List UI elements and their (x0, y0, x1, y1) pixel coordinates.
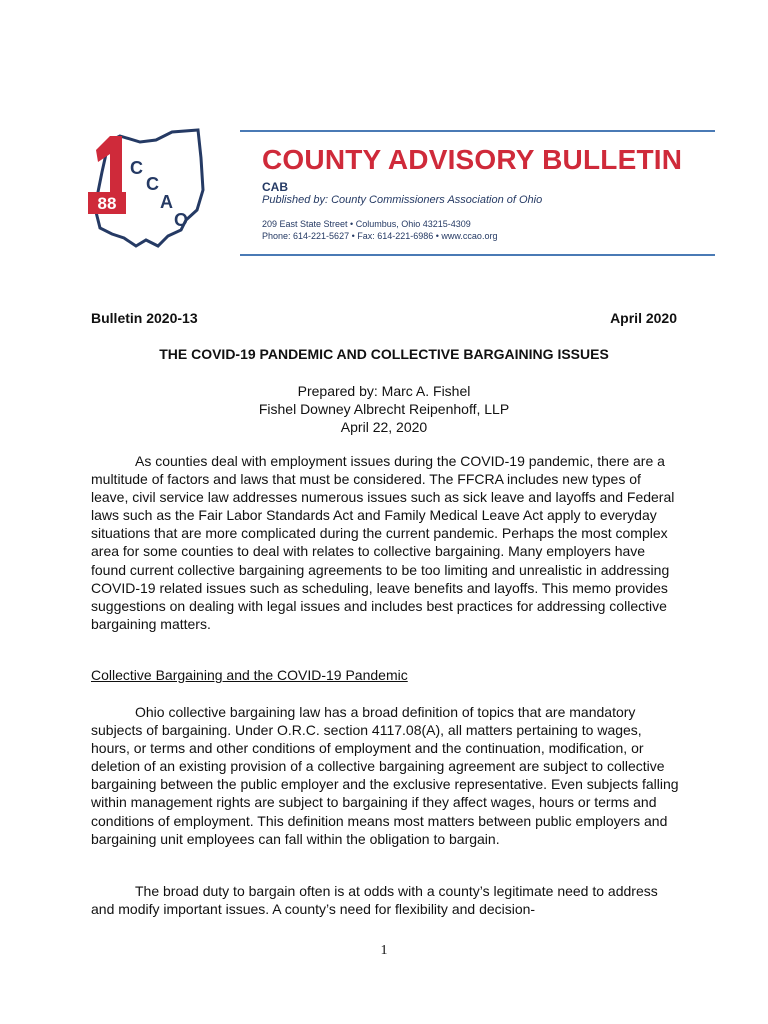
document-headline: THE COVID-19 PANDEMIC AND COLLECTIVE BARGAINING ISSUES (159, 346, 609, 362)
page-number: 1 (380, 943, 388, 958)
logo-letter-c1: C (130, 158, 143, 178)
address-line: 209 East State Street • Columbus, Ohio 43215-4309 (262, 219, 471, 229)
prepared-date: April 22, 2020 (340, 419, 428, 435)
logo-letter-c2: C (146, 174, 159, 194)
bulletin-title: COUNTY ADVISORY BULLETIN (262, 144, 683, 175)
logo-letter-o: O (174, 210, 189, 230)
logo-year: 88 (97, 194, 117, 213)
law-firm: Fishel Downey Albrecht Reipenhoff, LLP (258, 401, 510, 417)
bulletin-date: April 2020 (610, 310, 677, 326)
body-paragraph-1: As counties deal with employment issues during the COVID-19 pandemic, there are a multitude of factors and laws that must be considered. The FFCRA includes new types of leave, civil service law addresses numerous issues such as sick leave and layoffs and Federal laws such as the Fair Labor Standards Act and Family Medical Leave Act apply to everyday situations that are more complicated during the current pandemic. Perhaps the most complex area for some counties to deal with relates to collective bargaining. Many employers have found current collective bargaining agreements to be too limiting and unrealistic in addressing COVID-19 related issues such as scheduling, leave benefits and layoffs. This memo provides suggestions on dealing with legal issues and includes best practices for addressing collective bargaining matters. (91, 453, 675, 632)
body-paragraph-2: Ohio collective bargaining law has a broad definition of topics that are mandatory subjects of bargaining. Under O.R.C. section 4117.08(A), all matters pertaining to wages, hours, or terms and other conditions of employment and the continuation, modification, or deletion of an existing provision of a collective bargaining agreement are subject to collective bargaining between the public employer and the exclusive representative. Even subjects falling within management rights are subject to bargaining if they affect wages, hours or terms and conditions of employment. This definition means most matters between public employers and bargaining unit employees can fall within the obligation to bargain. (91, 704, 679, 847)
contact-line: Phone: 614-221-5627 • Fax: 614-221-6986 • www.ccao.org (262, 231, 498, 241)
publisher-line: Published by: County Commissioners Association of Ohio (262, 194, 543, 206)
logo-letter-a: A (160, 192, 173, 212)
bulletin-number: Bulletin 2020-13 (91, 310, 198, 326)
section-heading: Collective Bargaining and the COVID-19 Pandemic (91, 667, 408, 683)
bulletin-abbreviation: CAB (262, 180, 288, 194)
prepared-by: Prepared by: Marc A. Fishel (297, 383, 471, 399)
body-paragraph-3: The broad duty to bargain often is at odds with a county’s legitimate need to address and modify important issues. A county’s need for flexibility and decision- (91, 883, 658, 918)
header-rule-top (240, 130, 715, 132)
byline (91, 382, 677, 436)
header-rule-bottom (240, 254, 715, 256)
ccao-logo (82, 128, 252, 250)
